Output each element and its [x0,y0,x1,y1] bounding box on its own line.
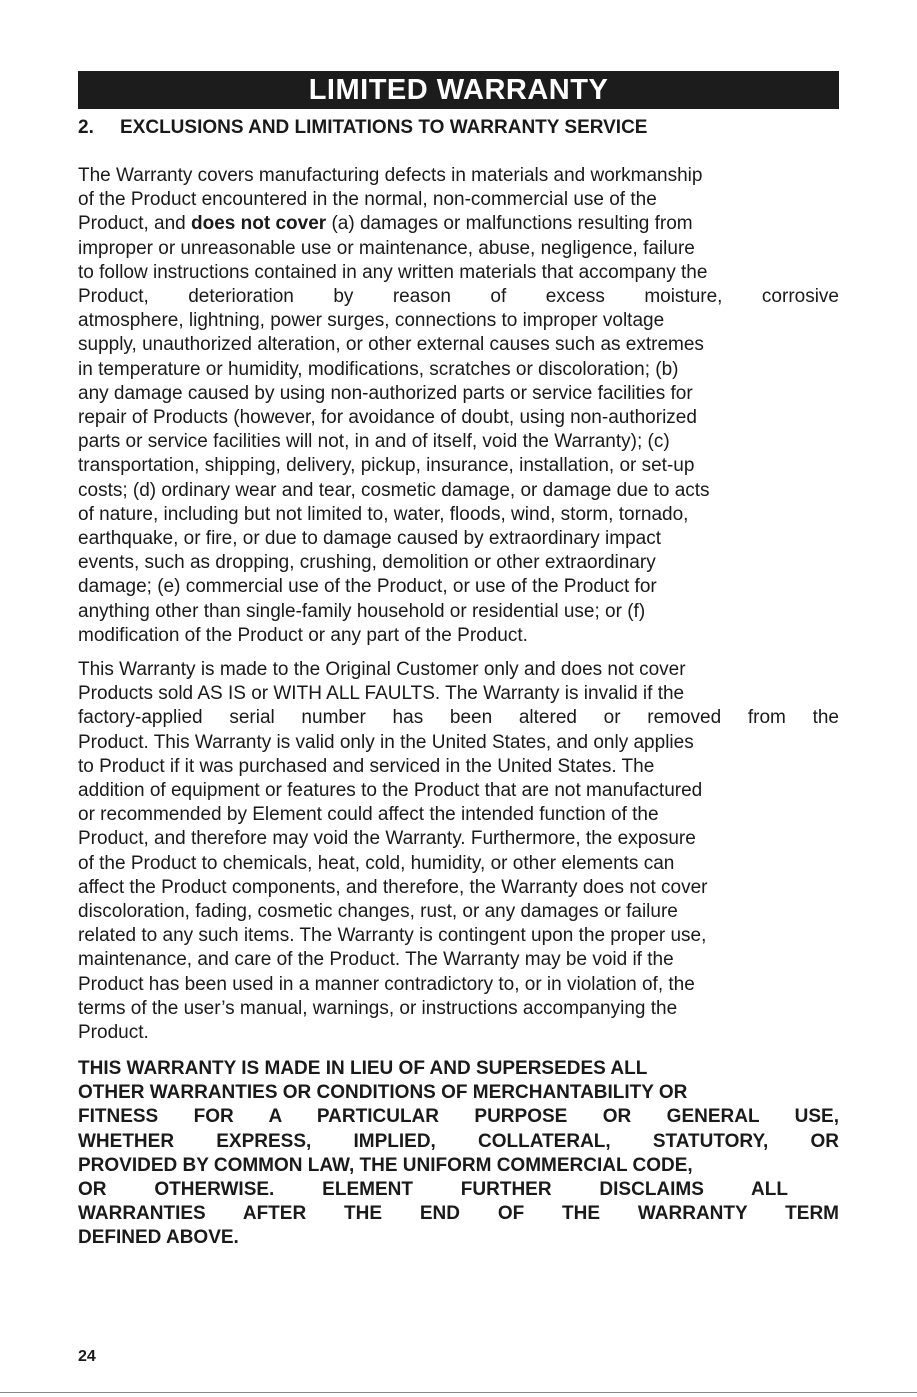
text-line: PROVIDED BY COMMON LAW, THE UNIFORM COMMERCIAL CODE, [78,1154,693,1176]
text-line: modification of the Product or any part of the Product. [78,624,528,646]
section-number: 2. [78,117,94,138]
text-line: damage; (e) commercial use of the Product, or use of the Product for [78,576,657,598]
section-title: EXCLUSIONS AND LIMITATIONS TO WARRANTY SERVICE [120,117,648,138]
text-line: Product. [78,1022,149,1044]
text-line: earthquake, or fire, or due to damage caused by extraordinary impact [78,528,661,550]
text-line: addition of equipment or features to the Product that are not manufactured [78,780,703,802]
text-line: FITNESS FOR A PARTICULAR PURPOSE OR GENERAL USE, [78,1106,839,1128]
text-line: Products sold AS IS or WITH ALL FAULTS. The Warranty is invalid if the [78,683,685,705]
text-line: terms of the user’s manual, warnings, or instructions accompanying the [78,997,678,1019]
text-line: Product, deterioration by reason of excess moisture, corrosive [78,286,839,308]
emphasis-does-not-cover: does not cover [191,213,327,235]
text-line: to Product if it was purchased and serviced in the United States. The [78,755,655,777]
text-line: WHETHER EXPRESS, IMPLIED, COLLATERAL, STATUTORY, OR [78,1130,839,1152]
text-line: OTHER WARRANTIES OR CONDITIONS OF MERCHANTABILITY OR [78,1082,688,1104]
text-line: WARRANTIES AFTER THE END OF THE WARRANTY TERM [78,1203,839,1225]
text-line: discoloration, fading, cosmetic changes, rust, or any damages or failure [78,901,678,923]
text-line: related to any such items. The Warranty is contingent upon the proper use, [78,925,707,947]
text-line: improper or unreasonable use or maintenance, abuse, negligence, failure [78,237,695,259]
text-fragment: Product, and [78,213,192,235]
text-line: OR OTHERWISE. ELEMENT FURTHER DISCLAIMS ALL [78,1179,788,1201]
text-line: in temperature or humidity, modifications, scratches or discoloration; (b) [78,358,679,380]
text-line: anything other than single-family household or residential use; or (f) [78,600,646,622]
text-line: supply, unauthorized alteration, or other external causes such as extremes [78,334,704,356]
text-line: DEFINED ABOVE. [78,1227,239,1249]
text-line: Product. This Warranty is valid only in the United States, and only applies [78,731,694,753]
text-line: affect the Product components, and therefore, the Warranty does not cover [78,876,708,898]
paragraph-original-customer [78,658,839,1045]
text-line: This Warranty is made to the Original Customer only and does not cover [78,659,686,680]
text-fragment: (a) damages or malfunctions resulting from [326,213,693,235]
page-title: LIMITED WARRANTY [308,73,609,106]
text-line: any damage caused by using non-authorized parts or service facilities for [78,382,693,404]
text-line: factory-applied serial number has been altered or removed from the [78,707,839,729]
text-line: repair of Products (however, for avoidance of doubt, using non-authorized [78,407,697,429]
page-number: 24 [78,1348,96,1365]
text-line: atmosphere, lightning, power surges, connections to improper voltage [78,310,665,332]
text-line: transportation, shipping, delivery, pickup, insurance, installation, or set-up [78,455,695,477]
paragraph-disclaimer [78,1057,839,1251]
bottom-divider [0,1392,917,1393]
text-line: of the Product to chemicals, heat, cold, humidity, or other elements can [78,852,675,874]
text-line: costs; (d) ordinary wear and tear, cosmetic damage, or damage due to acts [78,479,710,501]
text-line: to follow instructions contained in any written materials that accompany the [78,261,708,283]
text-line [78,212,839,236]
text-line: parts or service facilities will not, in and of itself, void the Warranty); (c) [78,431,670,453]
text-line: maintenance, and care of the Product. The Warranty may be void if the [78,949,674,971]
section-heading [78,116,839,140]
text-line: of nature, including but not limited to, water, floods, wind, storm, tornado, [78,503,689,525]
text-line: The Warranty covers manufacturing defects in materials and workmanship [78,165,703,186]
text-line: Product has been used in a manner contradictory to, or in violation of, the [78,973,695,995]
paragraph-exclusions [78,164,839,648]
text-line: or recommended by Element could affect the intended function of the [78,804,659,826]
page-title-banner [78,71,839,109]
text-line: Product, and therefore may void the Warranty. Furthermore, the exposure [78,828,696,850]
text-line: of the Product encountered in the normal, non-commercial use of the [78,189,657,211]
text-line: THIS WARRANTY IS MADE IN LIEU OF AND SUPERSEDES ALL [78,1058,648,1079]
text-line: events, such as dropping, crushing, demolition or other extraordinary [78,552,656,574]
